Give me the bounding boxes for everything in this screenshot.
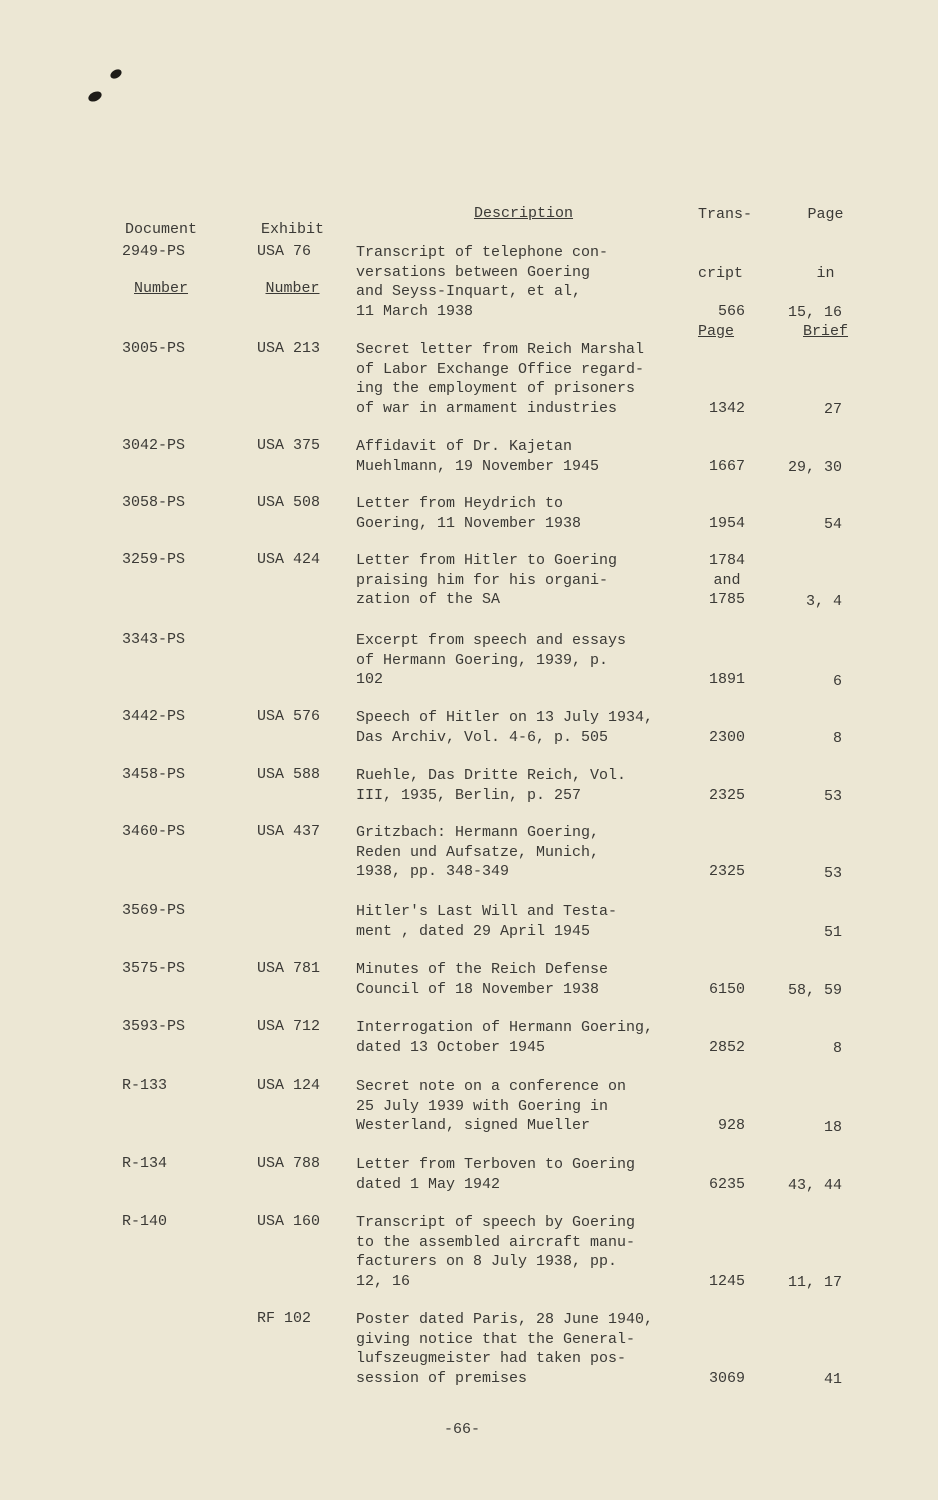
- document-number: R-140: [122, 1213, 168, 1230]
- description-line: Excerpt from speech and essays: [356, 632, 627, 649]
- description-line: Secret note on a conference on: [356, 1078, 627, 1095]
- description-line: of Labor Exchange Office regard-: [356, 360, 645, 378]
- transcript-page-line: 928: [717, 1117, 745, 1134]
- description-line: session of premises: [356, 1369, 528, 1387]
- header-line: Page: [698, 323, 735, 340]
- exhibit-number: USA 712: [257, 1018, 321, 1035]
- transcript-page: [709, 1175, 745, 1195]
- header-line: in: [816, 264, 835, 282]
- table-row: [0, 766, 938, 805]
- transcript-page-line: and: [713, 571, 741, 589]
- description-line: 1938, pp. 348-349: [356, 863, 510, 880]
- header-line: Exhibit: [261, 221, 325, 238]
- exhibit-number: USA 437: [257, 823, 321, 840]
- page-number: -66-: [444, 1421, 481, 1438]
- transcript-page: [718, 302, 745, 322]
- description: [356, 494, 581, 533]
- transcript-page: [709, 1038, 745, 1058]
- exhibit-number: USA 124: [257, 1077, 321, 1094]
- page-in-brief: 54: [823, 516, 842, 533]
- ink-blot: [87, 89, 103, 103]
- document-number: 3569-PS: [122, 902, 186, 919]
- transcript-page: [709, 786, 745, 806]
- description-line: praising him for his organi-: [356, 571, 609, 589]
- description-line: 102: [356, 671, 384, 688]
- description: [356, 243, 608, 321]
- description-line: and Seyss-Inquart, et al,: [356, 283, 582, 300]
- description: [356, 631, 626, 690]
- exhibit-number: USA 788: [257, 1155, 321, 1172]
- description-line: Minutes of the Reich Defense: [356, 961, 609, 978]
- exhibit-number: USA 160: [257, 1213, 321, 1230]
- description-line: ment , dated 29 April 1945: [356, 922, 591, 940]
- description-line: facturers on 8 July 1938, pp.: [356, 1253, 618, 1270]
- transcript-page: [709, 728, 745, 748]
- transcript-page: [709, 1272, 745, 1292]
- exhibit-number: USA 508: [257, 494, 321, 511]
- header-line: Number: [265, 279, 320, 297]
- description-line: ing the employment of prisoners: [356, 380, 636, 397]
- page-in-brief: 18: [823, 1118, 842, 1136]
- transcript-page-line: 2325: [708, 786, 745, 804]
- table-row: [0, 494, 938, 533]
- transcript-page-line: 2300: [708, 728, 745, 746]
- description-line: zation of the SA: [356, 591, 501, 608]
- exhibit-number: USA 588: [257, 766, 321, 783]
- table-row: [0, 1213, 938, 1291]
- description-line: Transcript of speech by Goering: [356, 1214, 636, 1231]
- document-number: R-133: [122, 1077, 168, 1094]
- header-description: Description: [474, 205, 574, 222]
- table-row: [0, 1077, 938, 1136]
- page-in-brief: 53: [823, 788, 842, 805]
- table-row: [0, 243, 938, 321]
- transcript-page-line: 1342: [708, 399, 745, 417]
- document-number: 3259-PS: [122, 551, 186, 568]
- document-number: 3593-PS: [122, 1018, 186, 1035]
- header-line: cript: [698, 264, 744, 282]
- description: [356, 1310, 653, 1388]
- page-in-brief: 51: [823, 924, 842, 941]
- ink-blot: [109, 68, 123, 81]
- table-row: [0, 960, 938, 999]
- document-number: 3575-PS: [122, 960, 186, 977]
- description: [356, 1155, 635, 1194]
- table-row: [0, 551, 938, 610]
- header-line: Brief: [803, 323, 849, 340]
- header-line: Page: [807, 206, 844, 223]
- transcript-page-line: 6235: [708, 1175, 745, 1193]
- description-line: Interrogation of Hermann Goering,: [356, 1019, 654, 1036]
- table-row: [0, 708, 938, 747]
- description-line: Transcript of telephone con-: [356, 244, 609, 261]
- description-line: of war in armament industries: [356, 399, 618, 417]
- description: [356, 902, 617, 941]
- table-row: [0, 823, 938, 882]
- description-line: versations between Goering: [356, 263, 591, 281]
- description-line: Speech of Hitler on 13 July 1934,: [356, 709, 654, 726]
- description: [356, 1077, 626, 1136]
- transcript-page-line: 3069: [708, 1369, 745, 1387]
- table-row: [0, 631, 938, 690]
- page-in-brief: 43, 44: [787, 1177, 842, 1194]
- table-row: [0, 1018, 938, 1057]
- transcript-page-line: 1785: [708, 591, 745, 608]
- transcript-page: [709, 514, 745, 534]
- page-in-brief: 8: [832, 1040, 842, 1057]
- table-row: [0, 1155, 938, 1194]
- page-in-brief: 6: [832, 672, 842, 690]
- description-line: Goering, 11 November 1938: [356, 514, 582, 532]
- description-line: Letter from Heydrich to: [356, 495, 564, 512]
- description-line: lufszeugmeister had taken pos-: [356, 1350, 627, 1367]
- transcript-page: [709, 1369, 745, 1389]
- page-in-brief: 11, 17: [787, 1274, 842, 1291]
- transcript-page: [709, 399, 745, 419]
- page-in-brief: 29, 30: [787, 459, 842, 476]
- description-line: of Hermann Goering, 1939, p.: [356, 651, 609, 669]
- page-in-brief: 15, 16: [787, 304, 842, 321]
- document-number: R-134: [122, 1155, 168, 1172]
- description: [356, 1213, 635, 1291]
- description: [356, 766, 626, 805]
- transcript-page: [709, 980, 745, 1000]
- header-line: Trans-: [698, 206, 753, 223]
- description: [356, 437, 599, 476]
- description-line: Letter from Hitler to Goering: [356, 552, 618, 569]
- description-line: Gritzbach: Hermann Goering,: [356, 824, 600, 841]
- page-in-brief: 41: [823, 1371, 842, 1388]
- header-line: Document: [125, 221, 198, 238]
- transcript-page: [709, 862, 745, 882]
- document-number: 3458-PS: [122, 766, 186, 783]
- description-line: III, 1935, Berlin, p. 257: [356, 786, 582, 804]
- description-line: Westerland, signed Mueller: [356, 1117, 591, 1134]
- transcript-page-line: 1891: [708, 671, 745, 688]
- page-in-brief: 3, 4: [805, 592, 842, 610]
- table-row: [0, 437, 938, 476]
- exhibit-number: USA 576: [257, 708, 321, 725]
- document-number: 2949-PS: [122, 243, 186, 260]
- description-line: Hitler's Last Will and Testa-: [356, 903, 618, 920]
- description: [356, 551, 617, 610]
- description: [356, 823, 599, 882]
- description-line: Muehlmann, 19 November 1945: [356, 457, 600, 475]
- description-line: giving notice that the General-: [356, 1330, 636, 1348]
- document-number: 3005-PS: [122, 340, 186, 357]
- page-in-brief: 53: [823, 864, 842, 882]
- description-line: 12, 16: [356, 1272, 411, 1290]
- description-line: dated 1 May 1942: [356, 1175, 501, 1193]
- page-in-brief: 27: [823, 401, 842, 418]
- exhibit-number: USA 375: [257, 437, 321, 454]
- transcript-page: [718, 1116, 745, 1136]
- transcript-page-line: 2325: [708, 863, 745, 880]
- transcript-page-line: 566: [717, 302, 745, 320]
- page-in-brief: 8: [832, 730, 842, 747]
- transcript-page-line: 1954: [708, 514, 745, 532]
- exhibit-number: USA 76: [257, 243, 312, 260]
- description-line: Das Archiv, Vol. 4-6, p. 505: [356, 728, 609, 746]
- description-line: to the assembled aircraft manu-: [356, 1233, 636, 1251]
- description-line: Letter from Terboven to Goering: [356, 1156, 636, 1173]
- document-number: 3343-PS: [122, 631, 186, 648]
- table-row: [0, 1310, 938, 1388]
- document-number: 3460-PS: [122, 823, 186, 840]
- exhibit-number: USA 781: [257, 960, 321, 977]
- transcript-page: [709, 670, 745, 690]
- transcript-page-line: 1245: [708, 1272, 745, 1290]
- description: [356, 340, 644, 418]
- description-line: Council of 18 November 1938: [356, 980, 600, 998]
- description-line: Affidavit of Dr. Kajetan: [356, 438, 573, 455]
- exhibit-number: RF 102: [257, 1310, 312, 1327]
- description-line: 11 March 1938: [356, 302, 474, 320]
- exhibit-number: USA 424: [257, 551, 321, 568]
- description: [356, 708, 653, 747]
- transcript-page: [709, 551, 745, 610]
- description-line: Poster dated Paris, 28 June 1940,: [356, 1311, 654, 1328]
- description-line: dated 13 October 1945: [356, 1038, 546, 1056]
- document-number: 3058-PS: [122, 494, 186, 511]
- description-line: Secret letter from Reich Marshal: [356, 341, 645, 358]
- description-line: Reden und Aufsatze, Munich,: [356, 843, 600, 861]
- document-number: 3042-PS: [122, 437, 186, 454]
- transcript-page-line: 6150: [708, 980, 745, 998]
- table-row: [0, 340, 938, 418]
- table-row: [0, 902, 938, 941]
- header-line: Number: [134, 279, 189, 297]
- exhibit-number: USA 213: [257, 340, 321, 357]
- transcript-page-line: 1667: [708, 457, 745, 475]
- transcript-page-line: 2852: [708, 1038, 745, 1056]
- document-number: 3442-PS: [122, 708, 186, 725]
- description: [356, 1018, 653, 1057]
- description-line: Ruehle, Das Dritte Reich, Vol.: [356, 767, 627, 784]
- transcript-page-line: 1784: [708, 552, 745, 569]
- description: [356, 960, 608, 999]
- page-in-brief: 58, 59: [787, 982, 842, 999]
- transcript-page: [709, 457, 745, 477]
- description-line: 25 July 1939 with Goering in: [356, 1097, 609, 1115]
